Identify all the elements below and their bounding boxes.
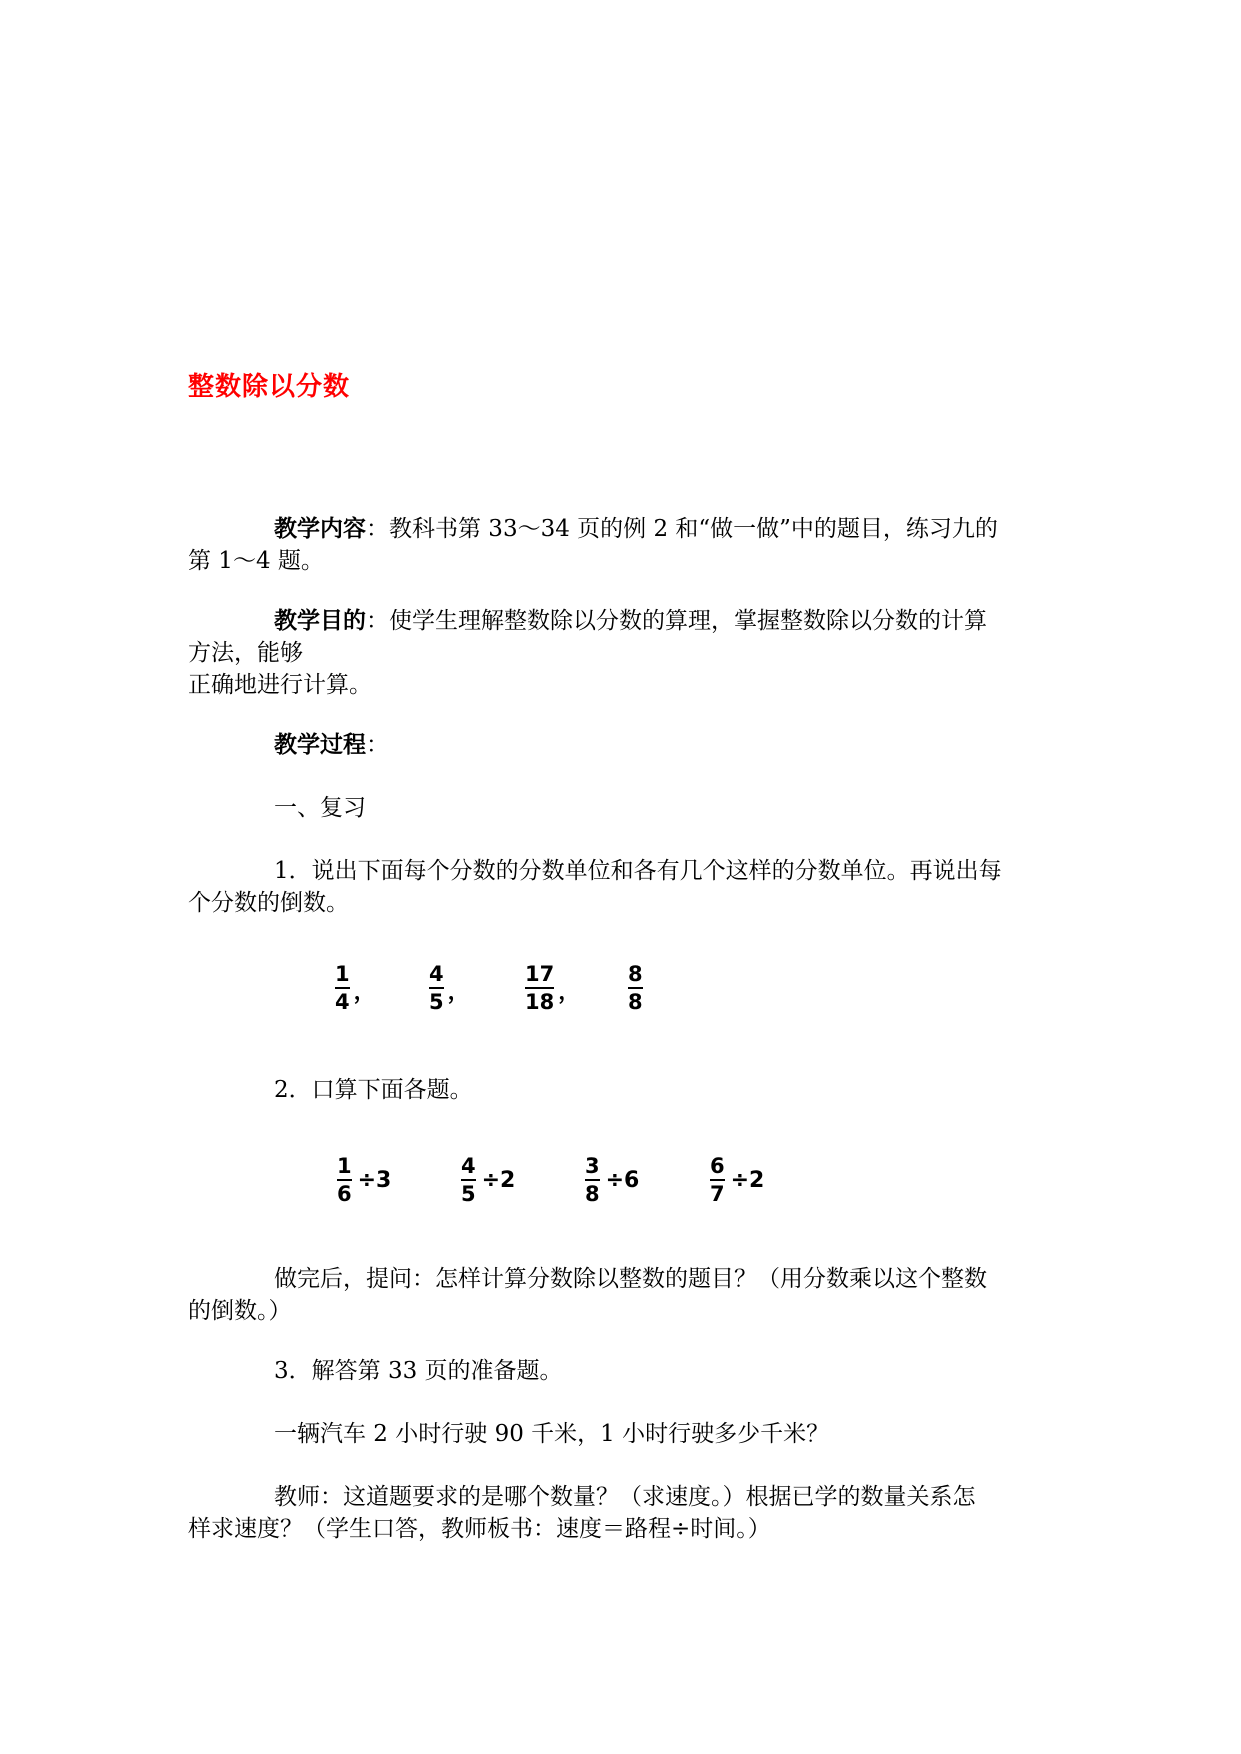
goal-paragraph-line1: [274, 605, 987, 637]
fraction-item: [525, 964, 580, 1013]
item1-line1: 1．说出下面每个分数的分数单位和各有几个这样的分数单位。再说出每: [274, 858, 1002, 884]
teacher-line2: 样求速度？（学生口答，教师板书：速度＝路程÷时间。）: [188, 1516, 771, 1542]
fraction-denominator: 7: [710, 1182, 725, 1206]
fraction-numerator: 6: [710, 1154, 725, 1178]
goal-colon: ：: [366, 608, 389, 634]
fraction: [525, 964, 554, 1013]
fraction-numerator: 4: [461, 1154, 476, 1178]
teacher-line1: 教师：这道题要求的是哪个数量？（求速度。）根据已学的数量关系怎: [274, 1484, 976, 1510]
fraction-bar: [461, 1179, 476, 1181]
item1-line2: 个分数的倒数。: [188, 890, 349, 916]
fraction: [628, 964, 643, 1013]
fraction-separator: ，: [353, 980, 376, 1005]
fraction-bar: [337, 1179, 352, 1181]
goal-label: 教学目的: [274, 608, 366, 634]
fraction-bar: [429, 987, 444, 989]
division-tail: ÷3: [357, 1168, 392, 1193]
fraction-separator: ，: [558, 980, 581, 1005]
fraction-denominator: 8: [628, 990, 643, 1014]
fraction-numerator: 17: [525, 962, 555, 986]
fraction-numerator: 3: [585, 1154, 600, 1178]
division-item: [337, 1156, 391, 1205]
division-item: [585, 1156, 639, 1205]
item3-line: 3．解答第 33 页的准备题。: [274, 1358, 563, 1384]
process-label: 教学过程: [274, 732, 366, 758]
fraction-denominator: 5: [461, 1182, 476, 1206]
process-heading: [274, 729, 389, 761]
fraction: [335, 964, 350, 1013]
fraction-numerator: 1: [337, 1154, 352, 1178]
content-paragraph-line1: [274, 513, 998, 545]
fraction-bar: [585, 1179, 600, 1181]
fraction-bar: [710, 1179, 725, 1181]
division-item: [710, 1156, 764, 1205]
goal-paragraph-line3: 正确地进行计算。: [188, 672, 372, 698]
division-tail: ÷2: [481, 1168, 516, 1193]
problem-line: 一辆汽车 2 小时行驶 90 千米，1 小时行驶多少千米？: [274, 1421, 830, 1447]
fraction-denominator: 18: [525, 990, 555, 1014]
fraction-bar: [628, 987, 643, 989]
content-colon: ：: [366, 516, 389, 542]
fraction-denominator: 6: [337, 1182, 352, 1206]
fraction-numerator: 8: [628, 962, 643, 986]
fraction: [710, 1156, 725, 1205]
fraction-numerator: 1: [335, 962, 350, 986]
division-tail: ÷6: [605, 1168, 640, 1193]
fraction-denominator: 5: [429, 990, 444, 1014]
fraction-numerator: 4: [429, 962, 444, 986]
content-paragraph-line2: 第 1～4 题。: [188, 548, 324, 574]
after-line1: 做完后，提问：怎样计算分数除以整数的题目？（用分数乘以这个整数: [274, 1266, 987, 1292]
document-title: 整数除以分数: [188, 372, 351, 402]
item2-line: 2．口算下面各题。: [274, 1077, 473, 1103]
section-review-heading: 一、复习: [274, 795, 366, 821]
after-line2: 的倒数。）: [188, 1298, 292, 1324]
division-tail: ÷2: [730, 1168, 765, 1193]
fraction-item: [628, 964, 643, 1013]
goal-text-line1: 使学生理解整数除以分数的算理，掌握整数除以分数的计算: [389, 608, 987, 634]
fraction-denominator: 4: [335, 990, 350, 1014]
content-text-line1: 教科书第 33～34 页的例 2 和“做一做”中的题目，练习九的: [389, 516, 998, 542]
fraction-separator: ，: [447, 980, 470, 1005]
division-item: [461, 1156, 515, 1205]
fraction-item: [429, 964, 470, 1013]
fraction-denominator: 8: [585, 1182, 600, 1206]
content-label: 教学内容: [274, 516, 366, 542]
fraction: [429, 964, 444, 1013]
fraction-bar: [335, 987, 350, 989]
fraction: [585, 1156, 600, 1205]
process-colon: ：: [366, 732, 389, 758]
fraction-bar: [525, 987, 554, 989]
fraction: [337, 1156, 352, 1205]
fraction-item: [335, 964, 376, 1013]
fraction: [461, 1156, 476, 1205]
goal-paragraph-line2: 方法，能够: [188, 640, 303, 666]
